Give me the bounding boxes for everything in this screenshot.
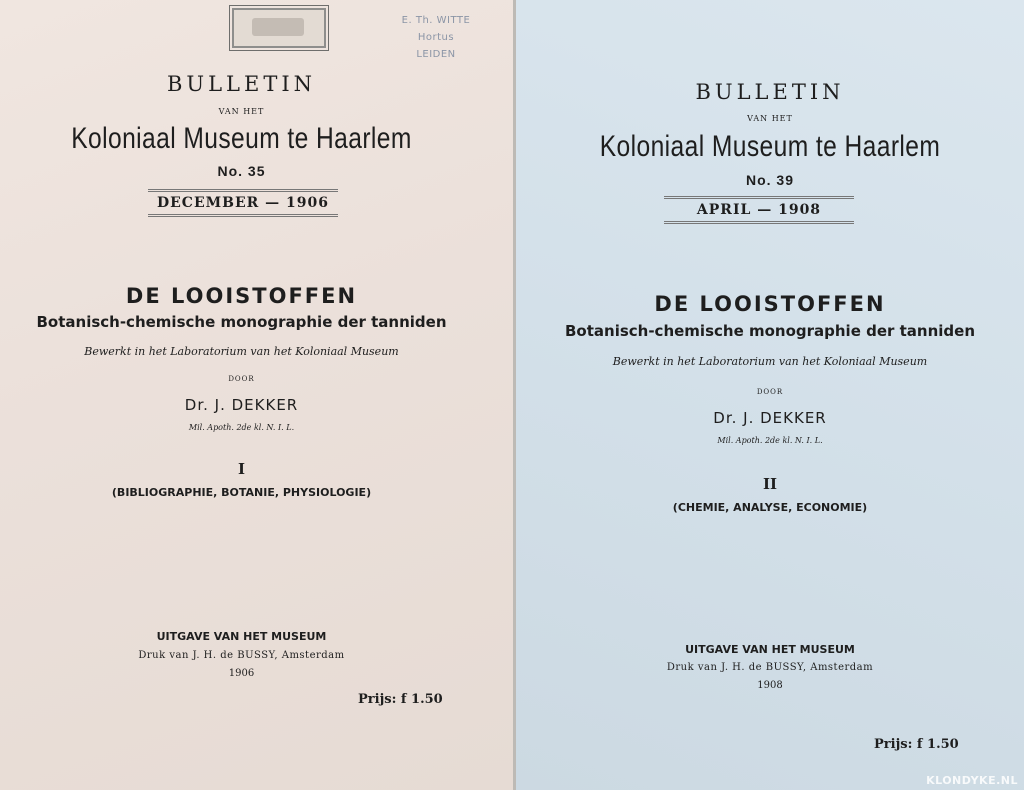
book-subtitle: Botanisch-chemische monographie der tanniden [564,322,976,340]
date-box: APRIL — 1908 [664,196,854,224]
pasted-label [232,8,326,48]
volume-number: I [237,460,246,478]
volume-parts: (BIBLIOGRAPHIE, BOTANIE, PHYSIOLOGIE) [111,486,372,499]
book-title: DE LOOISTOFFEN [654,292,886,316]
printer-line: Druk van J. H. de BUSSY, Amsterdam [666,662,874,673]
bulletin-number: No. 39 [745,172,794,188]
volume-parts: (CHEMIE, ANALYSE, ECONOMIE) [672,501,868,514]
publication-year: 1906 [228,668,255,679]
van-het-label: VAN HET [747,114,793,123]
bewerkt-line: Bewerkt in het Laboratorium van het Koloniaal Museum [84,345,399,358]
volume-number: II [762,475,778,493]
door-label: DOOR [228,375,255,383]
publisher-line: UITGAVE VAN HET MUSEUM [156,630,327,643]
van-het-label: VAN HET [218,107,265,116]
stamp-line: E. Th. WITTE [401,15,471,26]
bulletin-number: No. 35 [217,163,266,179]
author-name: Dr. J. DEKKER [713,409,827,427]
cover-right [513,0,1024,790]
author-name: Dr. J. DEKKER [184,396,299,414]
museum-name: Koloniaal Museum te Haarlem [599,130,941,163]
author-rank: Mil. Apoth. 2de kl. N. I. L. [717,436,823,445]
stamp-line: LEIDEN [416,49,456,60]
publisher-line: UITGAVE VAN HET MUSEUM [685,643,855,656]
label-patch [252,18,304,36]
price-label: Prijs: f 1.50 [358,692,443,707]
owner-stamp [380,12,492,74]
bulletin-heading: BULLETIN [166,72,317,96]
publication-year: 1908 [757,680,783,691]
date-box: DECEMBER — 1906 [148,189,338,217]
printer-line: Druk van J. H. de BUSSY, Amsterdam [138,650,345,661]
bulletin-heading: BULLETIN [695,80,845,104]
museum-name: Koloniaal Museum te Haarlem [71,122,412,155]
watermark-logo: KLONDYKE.NL [926,774,1018,787]
author-rank: Mil. Apoth. 2de kl. N. I. L. [188,423,295,432]
price-label: Prijs: f 1.50 [874,737,959,752]
door-label: DOOR [756,388,784,396]
bewerkt-line: Bewerkt in het Laboratorium van het Koloniaal Museum [612,355,928,368]
book-title: DE LOOISTOFFEN [125,284,358,308]
stamp-line: Hortus [417,32,455,43]
book-subtitle: Botanisch-chemische monographie der tanniden [36,313,447,331]
